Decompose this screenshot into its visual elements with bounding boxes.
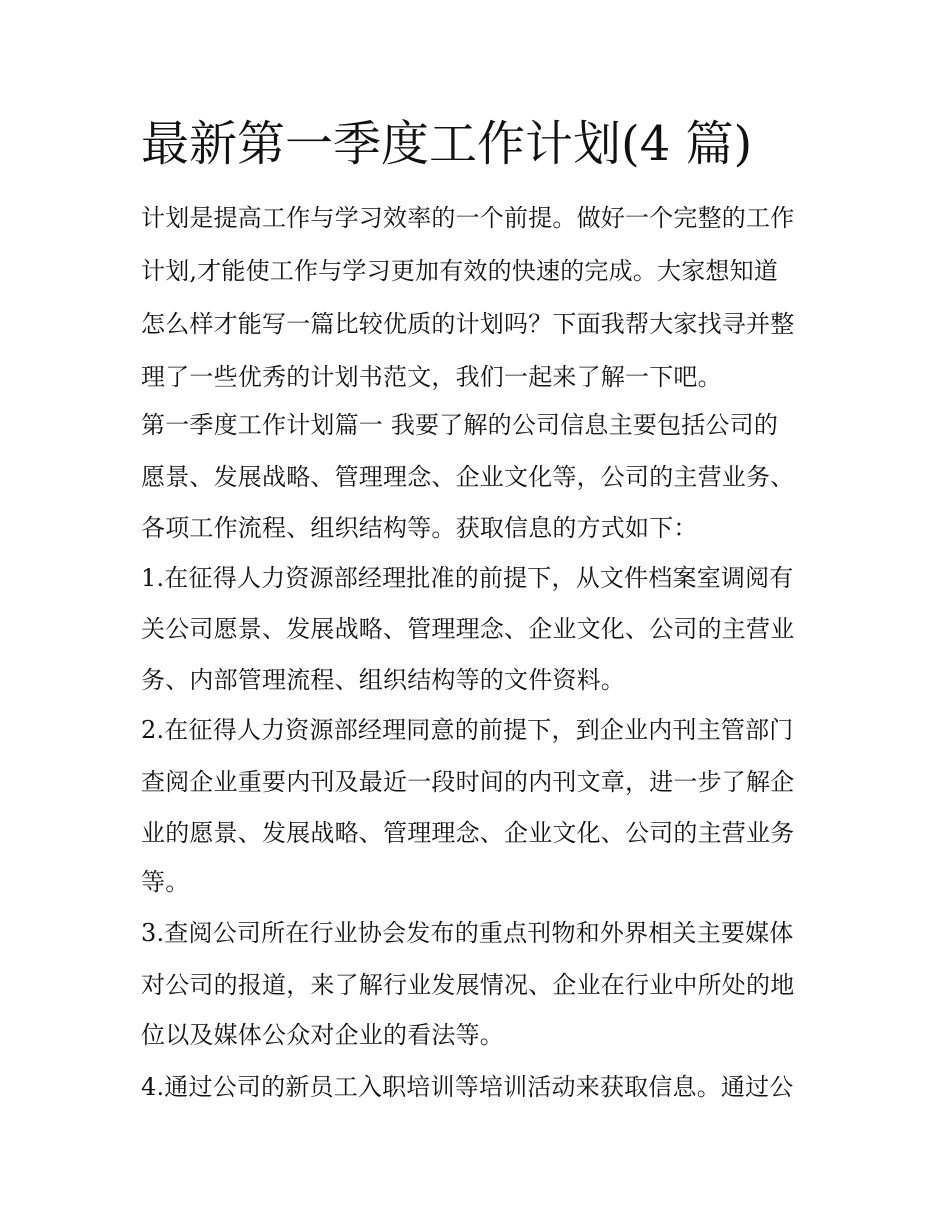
list-item-line: 4.通过公司的新员工入职培训等培训活动来获取信息。通过公 [141, 1073, 794, 1101]
list-item-line: 查阅企业重要内刊及最近一段时间的内刊文章，进一步了解企 [141, 768, 795, 796]
list-item-line: 务、内部管理流程、组织结构等的文件资料。 [141, 666, 625, 694]
paragraph-line: 愿景、发展战略、管理理念、企业文化等，公司的主营业务、 [141, 463, 795, 491]
document-title: 最新第一季度工作计划(4 篇) [141, 116, 753, 172]
paragraph-line: 第一季度工作计划篇一 我要了解的公司信息主要包括公司的 [141, 411, 779, 439]
paragraph-line: 计划是提高工作与学习效率的一个前提。做好一个完整的工作 [141, 204, 795, 232]
list-item-line: 关公司愿景、发展战略、管理理念、企业文化、公司的主营业 [141, 615, 795, 643]
list-item-line: 业的愿景、发展战略、管理理念、企业文化、公司的主营业务 [141, 819, 795, 847]
paragraph-line: 怎么样才能写一篇比较优质的计划吗？下面我帮大家找寻并整 [141, 310, 795, 338]
list-item-line: 3.查阅公司所在行业协会发布的重点刊物和外界相关主要媒体 [141, 919, 794, 947]
list-item-line: 对公司的报道，来了解行业发展情况、企业在行业中所处的地 [141, 971, 795, 999]
paragraph-line: 理了一些优秀的计划书范文，我们一起来了解一下吧。 [141, 363, 722, 391]
list-item-line: 等。 [141, 868, 190, 896]
paragraph-line: 各项工作流程、组织结构等。获取信息的方式如下： [141, 514, 698, 542]
list-item-line: 2.在征得人力资源部经理同意的前提下，到企业内刊主管部门 [141, 716, 794, 744]
list-item-line: 1.在征得人力资源部经理批准的前提下，从文件档案室调阅有 [141, 564, 794, 592]
paragraph-line: 计划,才能使工作与学习更加有效的快速的完成。大家想知道 [141, 257, 779, 285]
list-item-line: 位以及媒体公众对企业的看法等。 [141, 1021, 504, 1049]
